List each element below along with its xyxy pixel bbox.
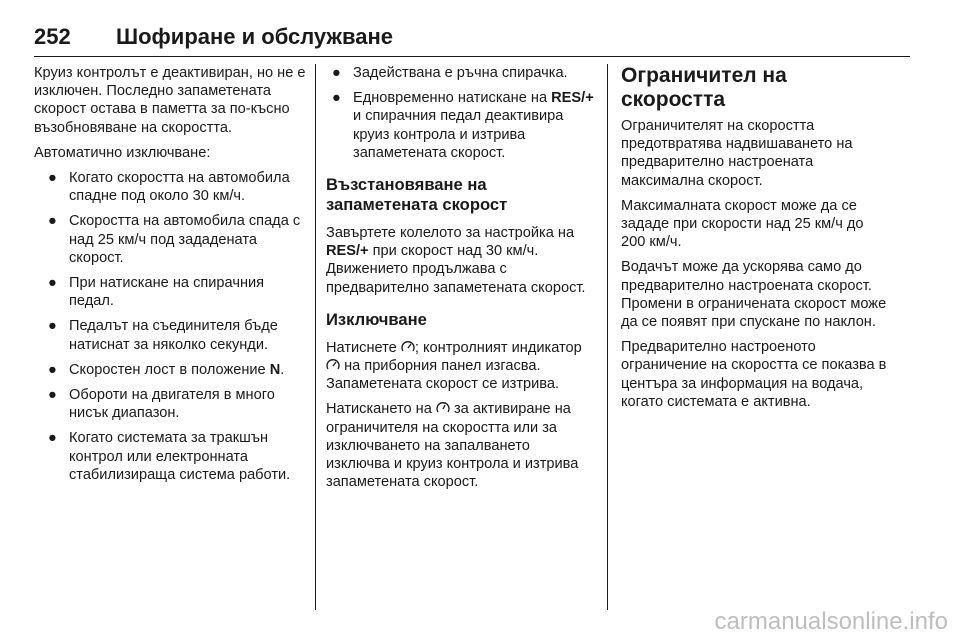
paragraph: Ограничителят на скоростта предотвратява надвишаването на предварително настроената максимална скорост. bbox=[621, 118, 853, 189]
bullet-list bbox=[34, 169, 306, 484]
list-item: ● Скоростен лост в положение N. bbox=[48, 361, 285, 378]
res-label: RES/+ bbox=[326, 243, 369, 260]
list-item: ● Задействана е ръчна спирачка. bbox=[332, 65, 568, 81]
page-number: 252 bbox=[34, 24, 71, 49]
bullet-icon: ● bbox=[48, 318, 57, 335]
bullet-icon: ● bbox=[332, 90, 341, 107]
column-right bbox=[621, 64, 891, 418]
section-heading-off: Изключване bbox=[326, 309, 427, 329]
column-divider bbox=[607, 64, 608, 610]
res-label: RES/+ bbox=[551, 90, 594, 107]
section-heading-limiter: Ограничител на скоростта bbox=[621, 64, 787, 111]
list-item: ● Когато скоростта на автомобила спадне под около 30 км/ч. bbox=[48, 170, 290, 205]
column-middle bbox=[326, 64, 596, 498]
paragraph: Предварително настроеното ограничение на скоростта се показва в центъра за информация на водача, когато системата е активна. bbox=[621, 339, 887, 410]
speed-limiter-icon bbox=[436, 401, 450, 414]
paragraph: Водачът може да ускорява само до предварително настроената скорост. Промени в ограничената скорост може да се появят при спускане по наклон. bbox=[621, 259, 887, 331]
cruise-control-icon bbox=[401, 340, 415, 353]
bullet-icon: ● bbox=[48, 213, 57, 230]
paragraph: Завъртете колелото за настройка на RES/+ при скорост над 30 км/ч. Движението продължава с предварително запаметената скорост. bbox=[326, 225, 586, 296]
header-rule bbox=[34, 56, 910, 57]
list-item: ● При натискане на спирачния педал. bbox=[48, 275, 265, 310]
paragraph: Автоматично изключване: bbox=[34, 144, 211, 161]
column-left bbox=[34, 64, 306, 491]
paragraph: Натискането на за активиране на ограничителя на скоростта или за изключването на запалването изключва и круиз контрола и изтрива запаметената скорост. bbox=[326, 401, 579, 491]
paragraph: Натиснете ; контролният индикатор на приборния панел изгасва. Запаметената скорост се изтрива. bbox=[326, 339, 582, 393]
list-item: ● Скоростта на автомобила спада с над 25 км/ч под зададената скорост. bbox=[48, 213, 301, 266]
paragraph: Максималната скорост може да се зададе при скорости над 25 км/ч до 200 км/ч. bbox=[621, 197, 864, 251]
bullet-icon: ● bbox=[48, 387, 57, 404]
list-item: ● Педалът на съединителя бъде натиснат за няколко секунди. bbox=[48, 318, 278, 353]
bullet-icon: ● bbox=[332, 65, 341, 81]
gear-position: N bbox=[269, 361, 281, 378]
bullet-icon: ● bbox=[48, 361, 57, 378]
bullet-list bbox=[326, 64, 596, 162]
list-item: ● Едновременно натискане на RES/+ и спирачния педал деактивира круиз контрола и изтрива запаметената скорост. bbox=[332, 90, 594, 161]
list-item: ● Когато системата за тракшън контрол или електронната стабилизираща система работи. bbox=[48, 430, 291, 483]
bullet-icon: ● bbox=[48, 430, 57, 447]
list-item: ● Обороти на двигателя в много нисък диапазон. bbox=[48, 387, 275, 422]
bullet-icon: ● bbox=[48, 170, 57, 187]
column-divider bbox=[315, 64, 316, 610]
running-title: Шофиране и обслужване bbox=[116, 24, 394, 49]
bullet-icon: ● bbox=[48, 275, 57, 292]
section-heading-resume: Възстановяване на запаметената скорост bbox=[326, 175, 508, 215]
watermark: carmanualsonline.info bbox=[714, 608, 948, 635]
cruise-control-icon bbox=[326, 358, 340, 371]
page-header bbox=[34, 24, 910, 58]
paragraph: Круиз контролът е деактивиран, но не е изключен. Последно запаметената скорост остава в паметта за по-късно възобновяване на скоростта. bbox=[34, 65, 306, 136]
